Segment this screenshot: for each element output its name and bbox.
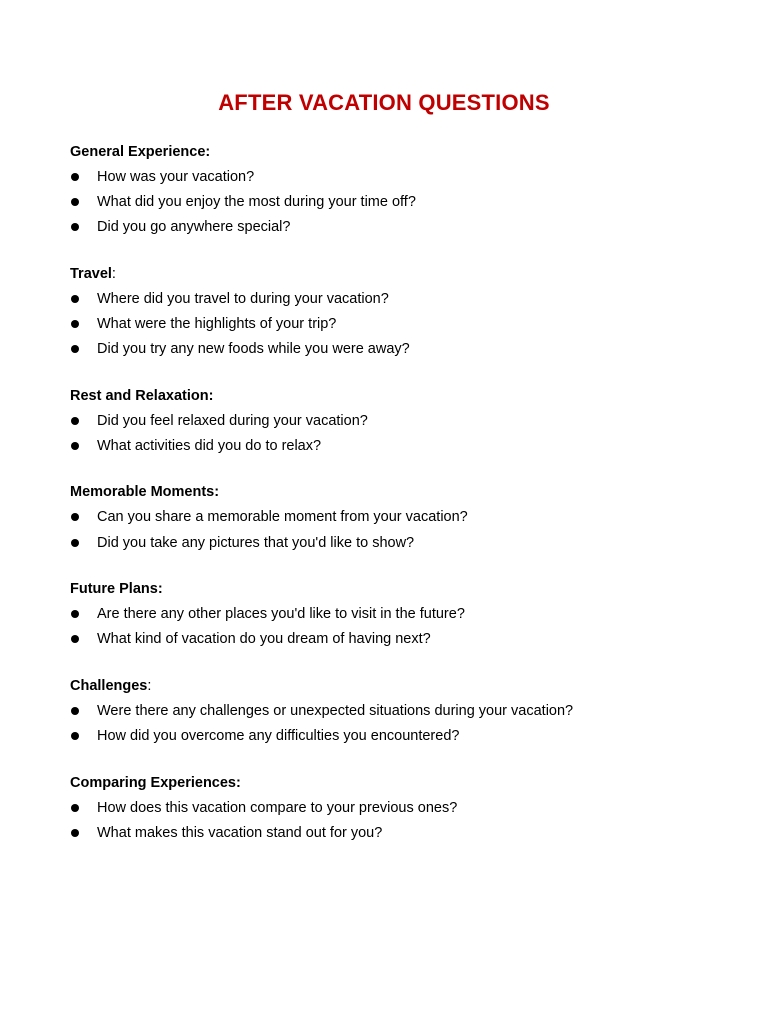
bullet-icon	[71, 345, 79, 353]
question-sections	[70, 141, 730, 868]
section-heading	[70, 141, 730, 163]
section-heading-text: General Experience	[70, 144, 206, 160]
bullet-icon	[71, 610, 79, 618]
question-item	[70, 506, 730, 528]
section-heading-colon: :	[236, 774, 241, 791]
section-heading-text: Rest and Relaxation	[70, 387, 209, 404]
bullet-icon	[71, 417, 79, 425]
question-text: What were the highlights of your trip?	[97, 316, 337, 333]
question-item	[70, 700, 730, 722]
section-heading-colon: :	[111, 265, 116, 282]
section-heading-colon: :	[214, 484, 220, 501]
question-item	[70, 338, 730, 360]
bullet-icon	[71, 829, 79, 837]
question-text: Did you take any pictures that you'd like to show?	[97, 534, 415, 551]
question-section	[70, 772, 730, 844]
section-heading	[70, 385, 730, 407]
question-text: How did you overcome any difficulties you encountered?	[97, 728, 460, 744]
question-list	[70, 797, 730, 844]
question-item	[70, 313, 730, 335]
bullet-icon	[71, 320, 79, 328]
bullet-icon	[71, 295, 79, 303]
section-heading	[70, 263, 730, 285]
bullet-icon	[71, 732, 79, 740]
bullet-icon	[71, 539, 79, 547]
question-item	[70, 532, 730, 554]
bullet-icon	[71, 442, 79, 450]
question-item	[70, 410, 730, 432]
question-text: What did you enjoy the most during your time off?	[97, 194, 416, 211]
section-heading-text: Travel	[70, 265, 112, 282]
bullet-icon	[71, 198, 79, 206]
question-list	[70, 166, 730, 238]
question-section	[70, 481, 730, 553]
question-text: How was your vacation?	[97, 169, 255, 185]
section-heading-colon: :	[147, 677, 152, 694]
bullet-icon	[71, 707, 79, 715]
question-item	[70, 288, 730, 310]
question-section	[70, 578, 730, 650]
question-item	[70, 628, 730, 650]
question-text: Did you feel relaxed during your vacation?	[97, 412, 368, 429]
question-item	[70, 216, 730, 238]
question-item	[70, 725, 730, 747]
section-heading-text: Memorable Moments	[70, 484, 215, 501]
question-list	[70, 410, 730, 457]
question-list	[70, 700, 730, 747]
section-heading	[70, 675, 730, 697]
section-heading-colon: :	[157, 581, 163, 598]
question-section	[70, 141, 730, 238]
question-text: Were there any challenges or unexpected situations during your vacation?	[97, 702, 574, 719]
section-heading	[70, 772, 730, 794]
question-text: What activities did you do to relax?	[97, 437, 322, 454]
question-text: What kind of vacation do you dream of having next?	[97, 631, 431, 648]
question-text: Are there any other places you'd like to visit in the future?	[97, 606, 465, 623]
question-item	[70, 166, 730, 188]
bullet-icon	[71, 635, 79, 643]
question-item	[70, 191, 730, 213]
question-text: Did you go anywhere special?	[97, 219, 291, 236]
question-text: Can you share a memorable moment from your vacation?	[97, 509, 468, 526]
section-heading-colon: :	[208, 387, 214, 404]
question-text: How does this vacation compare to your previous ones?	[97, 799, 458, 816]
question-section	[70, 675, 730, 747]
question-section	[70, 263, 730, 360]
page-title: AFTER VACATION QUESTIONS	[218, 90, 550, 115]
section-heading-text: Challenges	[70, 677, 148, 694]
question-text: What makes this vacation stand out for you?	[97, 824, 383, 841]
section-heading-colon: :	[205, 144, 211, 160]
bullet-icon	[71, 513, 79, 521]
question-item	[70, 435, 730, 457]
question-item	[70, 822, 730, 844]
section-heading-text: Comparing Experiences	[70, 774, 236, 791]
section-heading	[70, 578, 730, 600]
bullet-icon	[71, 223, 79, 231]
question-text: Did you try any new foods while you were away?	[97, 341, 410, 358]
question-section	[70, 385, 730, 457]
question-list	[70, 506, 730, 553]
question-item	[70, 603, 730, 625]
bullet-icon	[71, 173, 79, 181]
question-list	[70, 603, 730, 650]
section-heading-text: Future Plans	[70, 581, 158, 598]
section-heading	[70, 481, 730, 503]
question-item	[70, 797, 730, 819]
question-list	[70, 288, 730, 360]
question-text: Where did you travel to during your vacation?	[97, 290, 389, 307]
bullet-icon	[71, 804, 79, 812]
